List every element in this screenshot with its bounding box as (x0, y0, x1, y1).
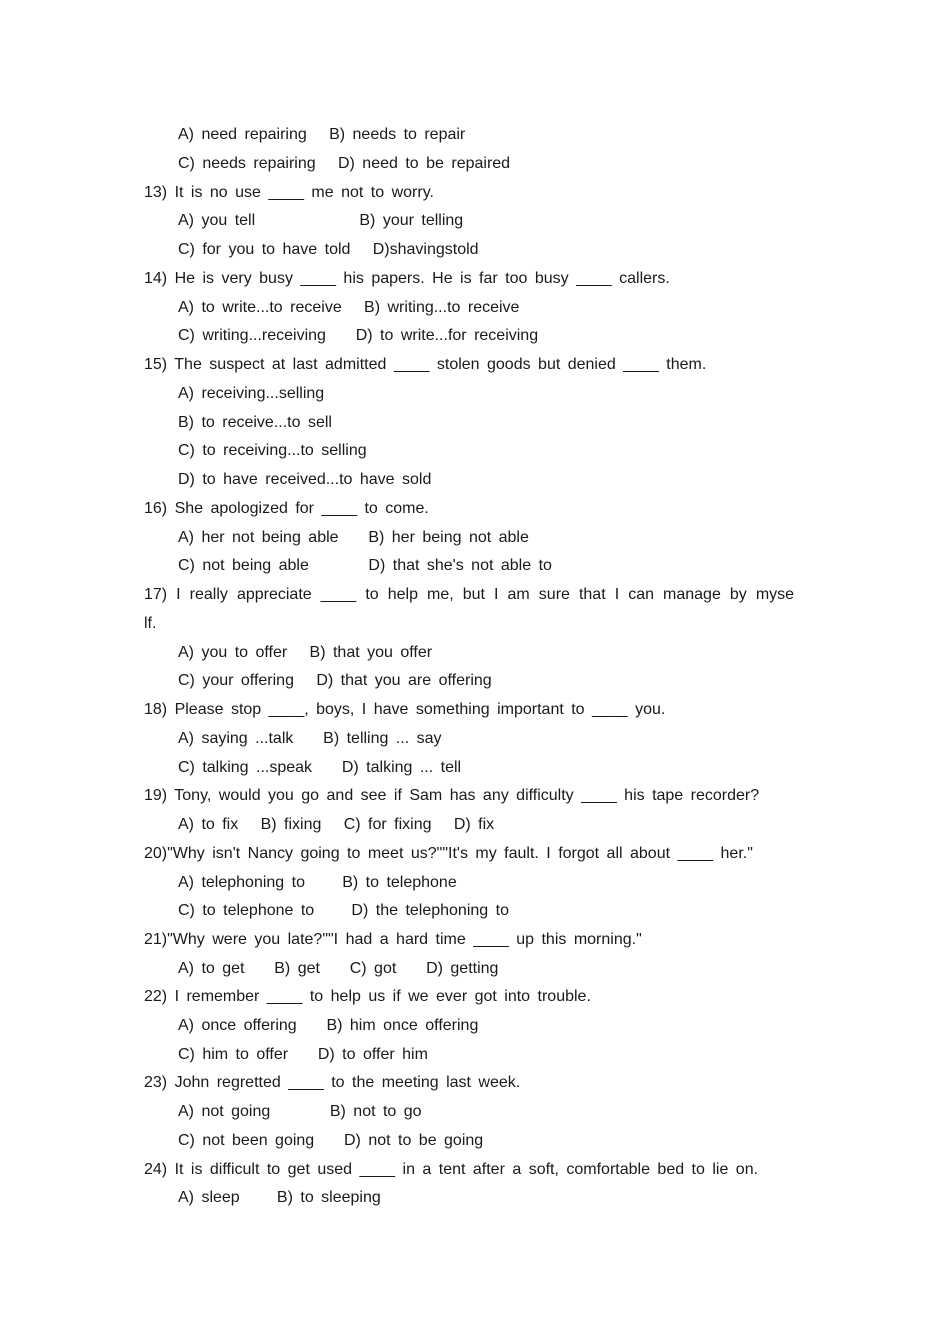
question-15: 15) The suspect at last admitted ____ stolen goods but denied ____ them. (144, 356, 707, 373)
question-17-continued: lf. (144, 615, 157, 632)
option-line: A) to write...to receive B) writing...to receive (178, 299, 520, 316)
option-line: A) to get B) get C) got D) getting (178, 960, 499, 977)
option-line: B) to receive...to sell (178, 414, 332, 431)
question-24: 24) It is difficult to get used ____ in a tent after a soft, comfortable bed to lie on. (144, 1161, 759, 1178)
option-line: C) not been going D) not to be going (178, 1132, 484, 1149)
option-line: C) not being able D) that she's not able to (178, 557, 552, 574)
question-18: 18) Please stop ____, boys, I have something important to ____ you. (144, 701, 666, 718)
option-line: A) to fix B) fixing C) for fixing D) fix (178, 816, 495, 833)
option-line: C) talking ...speak D) talking ... tell (178, 759, 462, 776)
option-line: C) to telephone to D) the telephoning to (178, 902, 509, 919)
option-line: A) saying ...talk B) telling ... say (178, 730, 442, 747)
option-line: A) sleep B) to sleeping (178, 1189, 381, 1206)
option-line: C) to receiving...to selling (178, 442, 367, 459)
option-line: C) needs repairing D) need to be repaired (178, 155, 511, 172)
option-line: A) telephoning to B) to telephone (178, 874, 457, 891)
question-19: 19) Tony, would you go and see if Sam has any difficulty ____ his tape recorder? (144, 787, 760, 804)
option-line: C) for you to have told D)shavingstold (178, 241, 479, 258)
option-line: A) not going B) not to go (178, 1103, 422, 1120)
question-17: 17) I really appreciate ____ to help me, but I am sure that I can manage by myse (144, 586, 795, 603)
option-line: C) your offering D) that you are offering (178, 672, 492, 689)
question-20: 20)"Why isn't Nancy going to meet us?""It's my fault. I forgot all about ____ her." (144, 845, 753, 862)
question-13: 13) It is no use ____ me not to worry. (144, 184, 434, 201)
question-14: 14) He is very busy ____ his papers. He is far too busy ____ callers. (144, 270, 670, 287)
option-line: A) you tell B) your telling (178, 212, 464, 229)
option-line: A) once offering B) him once offering (178, 1017, 479, 1034)
option-line: C) writing...receiving D) to write...for receiving (178, 327, 539, 344)
question-21: 21)"Why were you late?""I had a hard time ____ up this morning." (144, 931, 642, 948)
question-23: 23) John regretted ____ to the meeting last week. (144, 1074, 521, 1091)
option-line: A) need repairing B) needs to repair (178, 126, 466, 143)
option-line: A) receiving...selling (178, 385, 325, 402)
option-line: A) you to offer B) that you offer (178, 644, 433, 661)
option-line: D) to have received...to have sold (178, 471, 432, 488)
question-22: 22) I remember ____ to help us if we ever got into trouble. (144, 988, 591, 1005)
option-line: A) her not being able B) her being not able (178, 529, 529, 546)
question-16: 16) She apologized for ____ to come. (144, 500, 429, 517)
option-line: C) him to offer D) to offer him (178, 1046, 428, 1063)
